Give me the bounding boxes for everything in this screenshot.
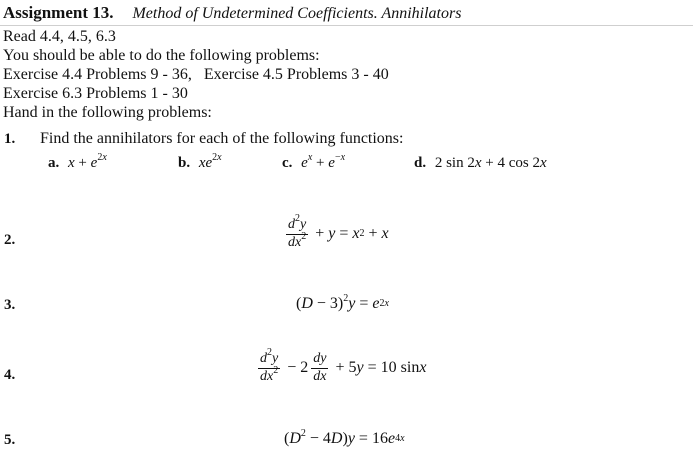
part-expression: $xe^{2x}$ xyxy=(198,152,222,171)
instruction-line: Exercise 4.4 Problems 9 - 36, Exercise 4.5 Problems 3 - 40 xyxy=(3,66,389,83)
part-label: c. xyxy=(282,155,293,171)
problem-number: 3. xyxy=(4,297,16,313)
problem-part-d xyxy=(414,155,547,172)
fraction: $\frac{dy}{dx}$ xyxy=(313,351,327,384)
part-expression: 2 sin 2x + 4 cos 2x xyxy=(434,155,547,171)
part-expression: $x + e^{2x}$ xyxy=(68,152,107,171)
problem-text: Find the annihilators for each of the following functions: xyxy=(40,130,404,147)
problem-part-c xyxy=(282,152,346,172)
problem-equation: $\frac{d^2y}{dx^2}$ + y = x 2 + x xyxy=(288,213,389,250)
fraction: $\frac{d^2y}{dx^2}$ xyxy=(260,347,279,384)
header-divider xyxy=(0,25,693,26)
part-label: d. xyxy=(414,155,427,171)
instruction-line: Read 4.4, 4.5, 6.3 xyxy=(3,28,116,45)
problem-number: 5. xyxy=(4,432,16,448)
problem-part-b xyxy=(178,152,222,172)
problem-number: 2. xyxy=(4,232,16,248)
assignment-subtitle: Method of Undetermined Coefficients. Annihilators xyxy=(132,5,462,22)
problem-equation: $\frac{d^2y}{dx^2}$ − 2 $\frac{dy}{dx}$ + 5 y = 10 sin x xyxy=(260,347,427,384)
part-label: b. xyxy=(178,155,191,171)
part-expression: $e^x + e^{-x}$ xyxy=(301,152,346,171)
problem-equation: $(D - 3)^2y$ = e 2x xyxy=(296,293,389,312)
problem-number: 1. xyxy=(4,131,16,147)
assignment-header xyxy=(3,3,461,23)
assignment-title: Assignment 13. xyxy=(3,3,114,22)
instruction-line: Hand in the following problems: xyxy=(3,104,212,121)
instruction-line: You should be able to do the following problems: xyxy=(3,47,320,64)
problem-number: 4. xyxy=(4,367,16,383)
problem-part-a xyxy=(48,152,107,172)
fraction: $\frac{d^2y}{dx^2}$ xyxy=(288,213,307,250)
problem-equation: $(D^2 - 4D)y$ = 16 e 4x xyxy=(284,428,405,447)
part-label: a. xyxy=(48,155,60,171)
instruction-line: Exercise 6.3 Problems 1 - 30 xyxy=(3,85,188,102)
